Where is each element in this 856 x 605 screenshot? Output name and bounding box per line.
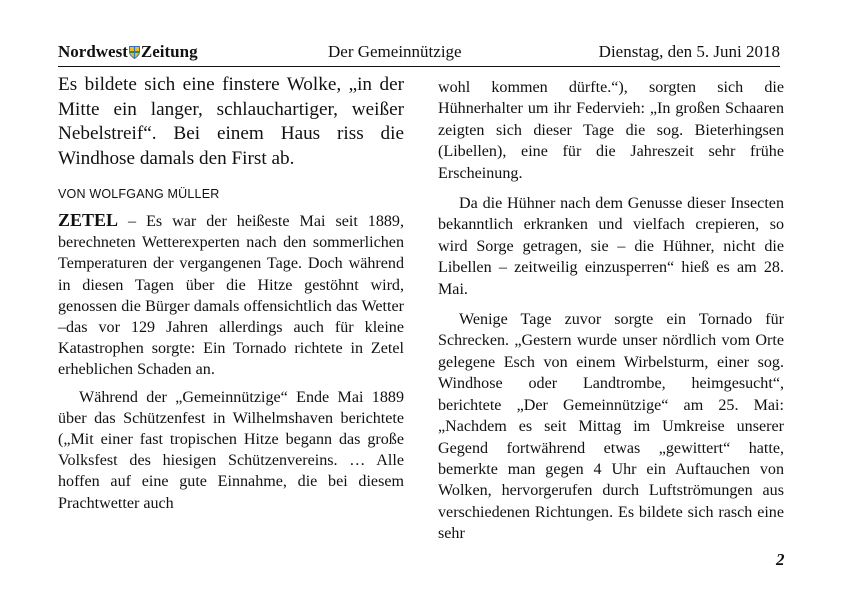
article-column-left (58, 210, 404, 514)
newspaper-masthead (58, 41, 198, 65)
section-title: Der Gemeinnützige (328, 42, 462, 61)
paragraph: Während der „Gemeinnützige“ Ende Mai 1889 über das Schützenfest in Wilhelmshaven berichtete („Mit einer fast tropischen Hitze begann das große Volksfest des hiesigen Schützenvereins. … Alle hoffen auf eine gute Einnahme, die bei diesem Prachtwetter auch (58, 388, 404, 512)
masthead-name-right: Zeitung (140, 42, 198, 61)
paragraph: wohl kommen dürfte.“), sorgten sich die Hühnerhalter um ihr Federvieh: „In großen Schaaren zeigten sich dieser Tage die sog. Bieterhingsen (Libellen), eine für die Jahreszeit sehr frühe Erscheinung. (438, 79, 784, 182)
paragraph (58, 210, 404, 381)
page-header (58, 41, 780, 63)
lead-text: Es bildete sich eine finstere Wolke, „in der Mitte ein langer, schlauchartiger, weißer Nebelstreif“. Bei einem Haus riss die Windhose damals den First ab. (58, 74, 404, 169)
byline: VON WOLFGANG MÜLLER (58, 187, 220, 201)
header-rule (58, 66, 780, 67)
masthead-name-left: Nordwest (58, 42, 128, 61)
article-column-right (438, 77, 784, 545)
paragraph: Wenige Tage zuvor sorgte ein Tornado für Schrecken. „Gestern wurde unser nördlich vom Orte gelegene Esch von einem Wirbelsturm, einer sog. Windhose oder Landtrombe, heimgesucht“, berichtete „Der Gemeinnützige“ am 25. Mai: „Nachdem es seit Mittag im Umkreise unserer Gegend fortwährend etwas „gewittert“ hatte, bemerkte man gegen 4 Uhr ein Auftauchen von Wolken, hervorgerufen durch Luftströmungen aus verschiedenen Richtungen. Es bildete sich rasch eine sehr (438, 311, 784, 543)
page-number: 2 (776, 550, 785, 569)
paragraph-text: – Es war der heißeste Mai seit 1889, berechneten Wetterexperten nach den sommerlichen Temperaturen der vergangenen Tage. Doch während in diesen Tagen über die Hitze gestöhnt wird, genossen die Bürger damals offensichtlich das Wetter –das vor 129 Jahren allerdings auch für kleine Katastrophen sorgte: Ein Tornado richtete in Zetel erheblichen Schaden an. (58, 213, 404, 379)
paragraph: Da die Hühner nach dem Genusse dieser Insecten bekanntlich erkranken und vielfach crepieren, so wird Sorge getragen, sie – die Hühner, nicht die Libellen – zeitweilig einzusperren“ hieß es am 28. Mai. (438, 195, 784, 298)
article-lead (58, 73, 404, 171)
dateline: ZETEL (58, 210, 119, 230)
crest-icon (129, 43, 140, 65)
issue-date: Dienstag, den 5. Juni 2018 (598, 42, 780, 61)
